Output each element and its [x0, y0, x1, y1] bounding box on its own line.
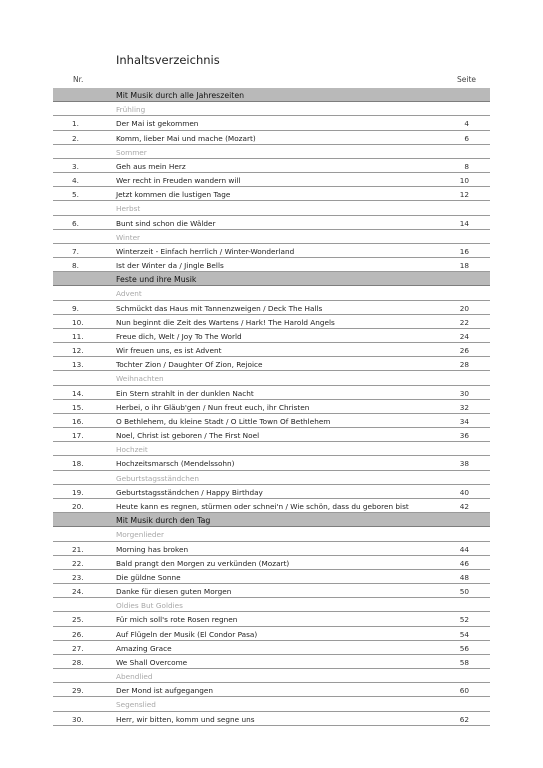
entry-title: O Bethlehem, du kleine Stadt / O Little Town Of Bethlehem — [116, 416, 331, 426]
toc-entry-row — [53, 570, 490, 584]
section-title: Mit Musik durch den Tag — [116, 516, 211, 526]
subsection-title: Oldies But Goldies — [116, 601, 183, 611]
entry-title: Morning has broken — [116, 544, 189, 554]
subsection-title: Morgenlieder — [116, 530, 165, 540]
toc-entry-row — [53, 258, 490, 272]
toc-entry-row — [53, 187, 490, 201]
entry-title: Der Mond ist aufgegangen — [116, 686, 214, 696]
entry-title: Auf Flügeln der Musik (El Condor Pasa) — [116, 629, 258, 639]
entry-number: 12. — [72, 346, 84, 356]
entry-title: Für mich soll's rote Rosen regnen — [116, 615, 238, 625]
toc-entry-row — [53, 414, 490, 428]
entry-page: 26 — [459, 346, 469, 356]
entry-page: 44 — [459, 544, 469, 554]
subsection-row — [53, 286, 490, 300]
subsection-title: Abendlied — [116, 672, 153, 682]
entry-title: Freue dich, Welt / Joy To The World — [116, 331, 242, 341]
entry-number: 22. — [72, 558, 84, 568]
toc-entry-row — [53, 683, 490, 697]
toc-entry-row — [53, 485, 490, 499]
entry-number: 19. — [72, 487, 84, 497]
toc-entry-row — [53, 159, 490, 173]
entry-page: 22 — [459, 317, 469, 327]
toc-entry-row — [53, 116, 490, 130]
entry-page: 20 — [459, 303, 469, 313]
toc-entry-row — [53, 612, 490, 626]
entry-title: We Shall Overcome — [116, 657, 188, 667]
entry-page: 50 — [459, 587, 469, 597]
entry-title: Die güldne Sonne — [116, 572, 181, 582]
subsection-title: Herbst — [116, 204, 141, 214]
entry-page: 54 — [459, 629, 469, 639]
entry-number: 2. — [72, 133, 79, 143]
toc-entry-row — [53, 655, 490, 669]
entry-number: 7. — [72, 246, 79, 256]
entry-page: 62 — [459, 714, 469, 724]
subsection-row — [53, 527, 490, 541]
column-header-nr: Nr. — [73, 75, 84, 84]
entry-page: 24 — [459, 331, 469, 341]
entry-number: 10. — [72, 317, 84, 327]
section-title: Mit Musik durch alle Jahreszeiten — [116, 91, 245, 100]
entry-number: 9. — [72, 303, 79, 313]
entry-number: 20. — [72, 501, 84, 511]
toc-entry-row — [53, 456, 490, 470]
entry-title: Wir freuen uns, es ist Advent — [116, 346, 222, 356]
entry-page: 28 — [459, 360, 469, 370]
entry-page: 12 — [459, 190, 469, 200]
entry-title: Geh aus mein Herz — [116, 161, 186, 171]
entry-title: Danke für diesen guten Morgen — [116, 587, 232, 597]
subsection-row — [53, 471, 490, 485]
toc-entry-row — [53, 244, 490, 258]
toc-entry-row — [53, 400, 490, 414]
entry-page: 18 — [459, 261, 469, 271]
toc-entry-row — [53, 301, 490, 315]
toc-entry-row — [53, 641, 490, 655]
entry-title: Bald prangt den Morgen zu verkünden (Mozart) — [116, 558, 290, 568]
entry-title: Heute kann es regnen, stürmen oder schnei'n / Wie schön, dass du geboren bist — [116, 501, 409, 511]
toc-entry-row — [53, 386, 490, 400]
entry-title: Herbei, o ihr Gläub'gen / Nun freut euch, ihr Christen — [116, 402, 310, 412]
entry-title: Komm, lieber Mai und mache (Mozart) — [116, 133, 256, 143]
toc-entry-row — [53, 712, 490, 726]
entry-title: Wer recht in Freuden wandern will — [116, 176, 241, 186]
subsection-row — [53, 230, 490, 244]
entry-page: 10 — [459, 176, 469, 186]
subsection-row — [53, 697, 490, 711]
toc-entry-row — [53, 428, 490, 442]
entry-title: Jetzt kommen die lustigen Tage — [116, 190, 231, 200]
entry-number: 3. — [72, 161, 79, 171]
column-header-seite: Seite — [456, 75, 476, 84]
toc-table — [53, 88, 490, 726]
entry-title: Schmückt das Haus mit Tannenzweigen / Deck The Halls — [116, 303, 323, 313]
subsection-title: Sommer — [116, 147, 147, 157]
subsection-row — [53, 201, 490, 215]
entry-page: 40 — [459, 487, 469, 497]
table-header — [53, 73, 490, 87]
entry-number: 29. — [72, 686, 84, 696]
toc-entry-row — [53, 329, 490, 343]
entry-title: Winterzeit - Einfach herrlich / Winter-Wonderland — [116, 246, 295, 256]
entry-number: 23. — [72, 572, 84, 582]
entry-page: 48 — [459, 572, 469, 582]
toc-entry-row — [53, 131, 490, 145]
toc-entry-row — [53, 584, 490, 598]
entry-number: 24. — [72, 587, 84, 597]
entry-number: 26. — [72, 629, 84, 639]
entry-number: 16. — [72, 416, 84, 426]
entry-title: Hochzeitsmarsch (Mendelssohn) — [116, 459, 235, 469]
entry-page: 16 — [459, 246, 469, 256]
entry-number: 4. — [72, 176, 79, 186]
section-title: Feste und ihre Musik — [116, 275, 197, 285]
subsection-title: Geburtstagsständchen — [116, 473, 199, 483]
entry-number: 13. — [72, 360, 84, 370]
entry-number: 15. — [72, 402, 84, 412]
subsection-row — [53, 442, 490, 456]
entry-title: Ein Stern strahlt in der dunklen Nacht — [116, 388, 254, 398]
entry-page: 8 — [464, 161, 469, 171]
toc-entry-row — [53, 315, 490, 329]
entry-number: 21. — [72, 544, 84, 554]
subsection-title: Winter — [116, 232, 141, 242]
subsection-row — [53, 145, 490, 159]
subsection-title: Weihnachten — [116, 374, 164, 384]
entry-page: 14 — [459, 218, 469, 228]
entry-number: 27. — [72, 643, 84, 653]
page-title: Inhaltsverzeichnis — [116, 53, 220, 67]
toc-entry-row — [53, 499, 490, 513]
section-header-row — [53, 272, 490, 286]
entry-number: 17. — [72, 431, 84, 441]
entry-number: 18. — [72, 459, 84, 469]
entry-page: 58 — [459, 657, 469, 667]
entry-number: 1. — [72, 119, 79, 129]
entry-title: Tochter Zion / Daughter Of Zion, Rejoice — [116, 360, 263, 370]
toc-entry-row — [53, 357, 490, 371]
subsection-row — [53, 102, 490, 116]
toc-entry-row — [53, 173, 490, 187]
toc-entry-row — [53, 343, 490, 357]
subsection-row — [53, 598, 490, 612]
subsection-title: Frühling — [116, 105, 146, 115]
entry-number: 6. — [72, 218, 79, 228]
section-header-row — [53, 88, 490, 102]
entry-number: 5. — [72, 190, 79, 200]
entry-number: 8. — [72, 261, 79, 271]
entry-page: 56 — [459, 643, 469, 653]
entry-title: Herr, wir bitten, komm und segne uns — [116, 714, 255, 724]
entry-page: 6 — [464, 133, 469, 143]
entry-page: 30 — [459, 388, 469, 398]
entry-page: 34 — [459, 416, 469, 426]
entry-number: 28. — [72, 657, 84, 667]
entry-title: Nun beginnt die Zeit des Wartens / Hark! The Harold Angels — [116, 317, 335, 327]
entry-page: 46 — [459, 558, 469, 568]
toc-entry-row — [53, 542, 490, 556]
subsection-row — [53, 669, 490, 683]
entry-title: Ist der Winter da / Jingle Bells — [116, 261, 224, 271]
entry-title: Der Mai ist gekommen — [116, 119, 199, 129]
section-header-row — [53, 513, 490, 527]
entry-title: Noel, Christ ist geboren / The First Noel — [116, 431, 260, 441]
entry-page: 4 — [464, 119, 469, 129]
entry-number: 14. — [72, 388, 84, 398]
subsection-row — [53, 371, 490, 385]
entry-title: Geburtstagsständchen / Happy Birthday — [116, 487, 263, 497]
toc-entry-row — [53, 627, 490, 641]
entry-page: 38 — [459, 459, 469, 469]
entry-page: 42 — [459, 501, 469, 511]
entry-page: 32 — [459, 402, 469, 412]
toc-entry-row — [53, 556, 490, 570]
entry-title: Bunt sind schon die Wälder — [116, 218, 216, 228]
entry-page: 52 — [459, 615, 469, 625]
entry-page: 60 — [459, 686, 469, 696]
entry-number: 30. — [72, 714, 84, 724]
toc-entry-row — [53, 216, 490, 230]
subsection-title: Hochzeit — [116, 445, 148, 455]
subsection-title: Advent — [116, 289, 142, 299]
entry-page: 36 — [459, 431, 469, 441]
subsection-title: Segenslied — [116, 700, 156, 710]
entry-title: Amazing Grace — [116, 643, 172, 653]
entry-number: 25. — [72, 615, 84, 625]
entry-number: 11. — [72, 331, 84, 341]
